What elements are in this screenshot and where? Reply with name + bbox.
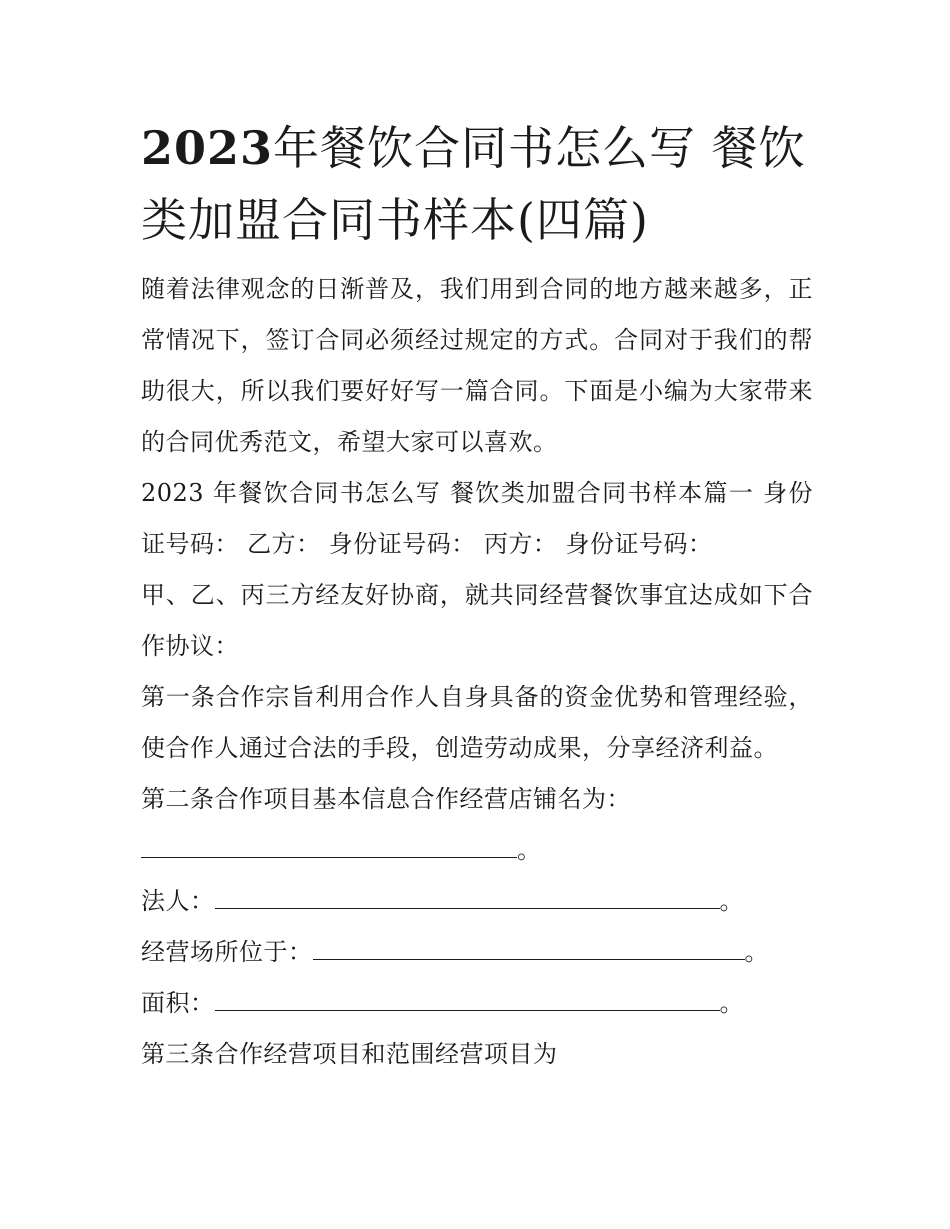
store-name-blank (141, 837, 517, 858)
area-blank (215, 990, 720, 1011)
parties-paragraph: 甲、乙、丙三方经友好协商，就共同经营餐饮事宜达成如下合作协议： (141, 581, 813, 660)
area-label: 面积： (141, 989, 215, 1017)
legal-person-period: 。 (719, 887, 744, 915)
address-period: 。 (744, 938, 769, 966)
article-2: 第二条合作项目基本信息合作经营店铺名为： (141, 785, 631, 813)
address-blank (313, 939, 745, 960)
section-heading: 2023 年餐饮合同书怎么写 餐饮类加盟合同书样本篇一 身份证号码： 乙方： 身份证号码： 丙方： 身份证号码： (141, 479, 813, 558)
document-title (141, 112, 813, 256)
store-name-period: 。 (517, 836, 542, 864)
area-row (141, 978, 813, 1029)
article-1: 第一条合作宗旨利用合作人自身具备的资金优势和管理经验，使合作人通过合法的手段，创造劳动成果，分享经济利益。 (141, 683, 813, 762)
document-page (141, 112, 813, 1080)
legal-person-blank (215, 888, 720, 909)
address-label: 经营场所位于： (141, 938, 313, 966)
address-row (141, 927, 813, 978)
intro-paragraph: 随着法律观念的日渐普及，我们用到合同的地方越来越多，正常情况下，签订合同必须经过规定的方式。合同对于我们的帮助很大，所以我们要好好写一篇合同。下面是小编为大家带来的合同优秀范文，希望大家可以喜欢。 (141, 275, 813, 456)
title-text: 年餐饮合同书怎么写 餐饮类加盟合同书样本(四篇) (141, 121, 806, 247)
title-year: 2023 (141, 121, 274, 175)
article-3: 第三条合作经营项目和范围经营项目为 (141, 1040, 558, 1068)
legal-person-row (141, 876, 813, 927)
area-period: 。 (719, 989, 744, 1017)
store-name-row (141, 825, 813, 876)
legal-person-label: 法人： (141, 887, 215, 915)
